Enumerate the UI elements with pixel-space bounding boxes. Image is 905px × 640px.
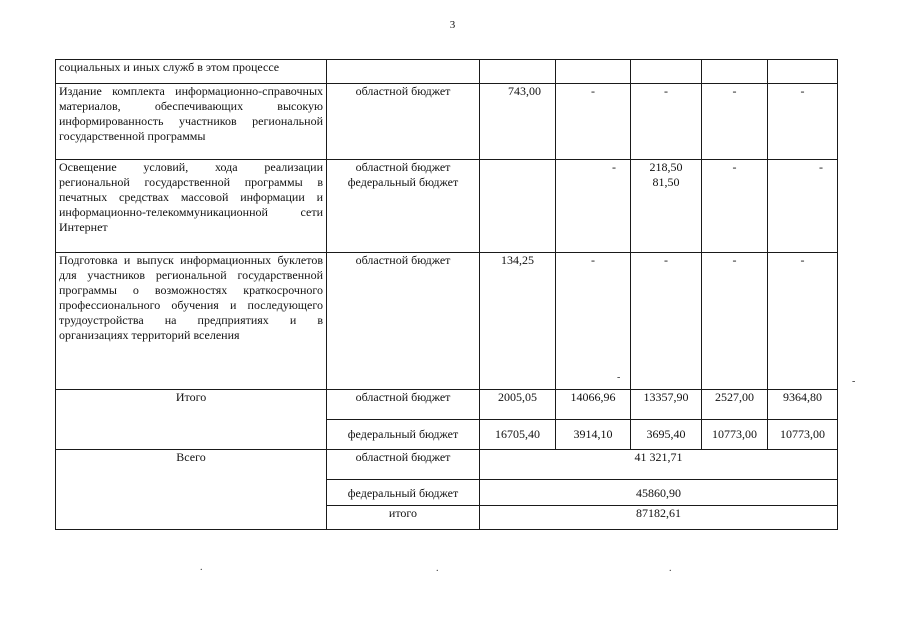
scan-mark: - (617, 372, 621, 383)
page-number: 3 (449, 19, 456, 31)
itogo-regional-source: областной бюджет (327, 390, 480, 420)
row-description: социальных и иных служб в этом процессе (56, 60, 327, 84)
row-description: Издание комплекта информационно-справочных материалов, обеспечивающих высокую информированность участников региональной государственной программы (56, 84, 327, 160)
itogo-value: 10773,00 (768, 420, 838, 450)
scan-mark: . (200, 562, 203, 573)
row-value: - (631, 253, 702, 390)
value-regional: 218,50 (649, 160, 683, 174)
vsego-total: 41 321,71 (480, 450, 838, 480)
row-value: - (702, 253, 768, 390)
row-value (631, 160, 702, 253)
itogo-value: 2527,00 (702, 390, 768, 420)
itogo-federal-source: федеральный бюджет (327, 420, 480, 450)
row-value: - (768, 84, 838, 160)
row-value (556, 60, 631, 84)
row-value: - (556, 160, 631, 253)
source-regional: областной бюджет (355, 160, 451, 174)
row-value: - (702, 160, 768, 253)
vsego-source: итого (327, 506, 480, 530)
row-source: областной бюджет (327, 84, 480, 160)
itogo-value: 3914,10 (556, 420, 631, 450)
row-source (327, 160, 480, 253)
table-row (56, 84, 838, 160)
row-value: - (768, 253, 838, 390)
itogo-value: 9364,80 (768, 390, 838, 420)
row-description: Подготовка и выпуск информационных буклетов для участников региональной государственной программы о возможностях краткосрочного профессионального обучения и последующего трудоустройства на предприятиях и в организациях территорий вселения (56, 253, 327, 390)
row-value (480, 60, 556, 84)
itogo-value: 16705,40 (480, 420, 556, 450)
row-value: 134,25 (480, 253, 556, 390)
scan-mark: . (436, 563, 439, 574)
itogo-regional-row (56, 390, 838, 420)
itogo-value: 13357,90 (631, 390, 702, 420)
row-value: - (556, 84, 631, 160)
row-value (480, 160, 556, 253)
table-row (56, 160, 838, 253)
table-row (56, 253, 838, 390)
vsego-source: федеральный бюджет (327, 480, 480, 506)
row-value (768, 60, 838, 84)
itogo-value: 10773,00 (702, 420, 768, 450)
itogo-value: 2005,05 (480, 390, 556, 420)
row-source: областной бюджет (327, 253, 480, 390)
row-value (631, 60, 702, 84)
row-source (327, 60, 480, 84)
itogo-label: Итого (56, 390, 327, 450)
row-value (702, 60, 768, 84)
itogo-value: 3695,40 (631, 420, 702, 450)
budget-table (55, 59, 838, 530)
vsego-label: Всего (56, 450, 327, 530)
vsego-source: областной бюджет (327, 450, 480, 480)
vsego-total: 45860,90 (480, 480, 838, 506)
scan-mark: - (852, 376, 856, 387)
row-value: - (702, 84, 768, 160)
itogo-value: 14066,96 (556, 390, 631, 420)
table-row (56, 60, 838, 84)
scan-mark: . (669, 563, 672, 574)
value-federal: 81,50 (652, 175, 680, 189)
vsego-row (56, 450, 838, 480)
row-value: - (631, 84, 702, 160)
row-value: - (768, 160, 838, 253)
row-value: - (556, 253, 631, 390)
vsego-total: 87182,61 (480, 506, 838, 530)
row-description: Освещение условий, хода реализации региональной государственной программы в печатных средствах массовой информации и информационно-телекоммуникационной сети Интернет (56, 160, 327, 253)
source-federal: федеральный бюджет (347, 175, 459, 189)
row-value: 743,00 (480, 84, 556, 160)
